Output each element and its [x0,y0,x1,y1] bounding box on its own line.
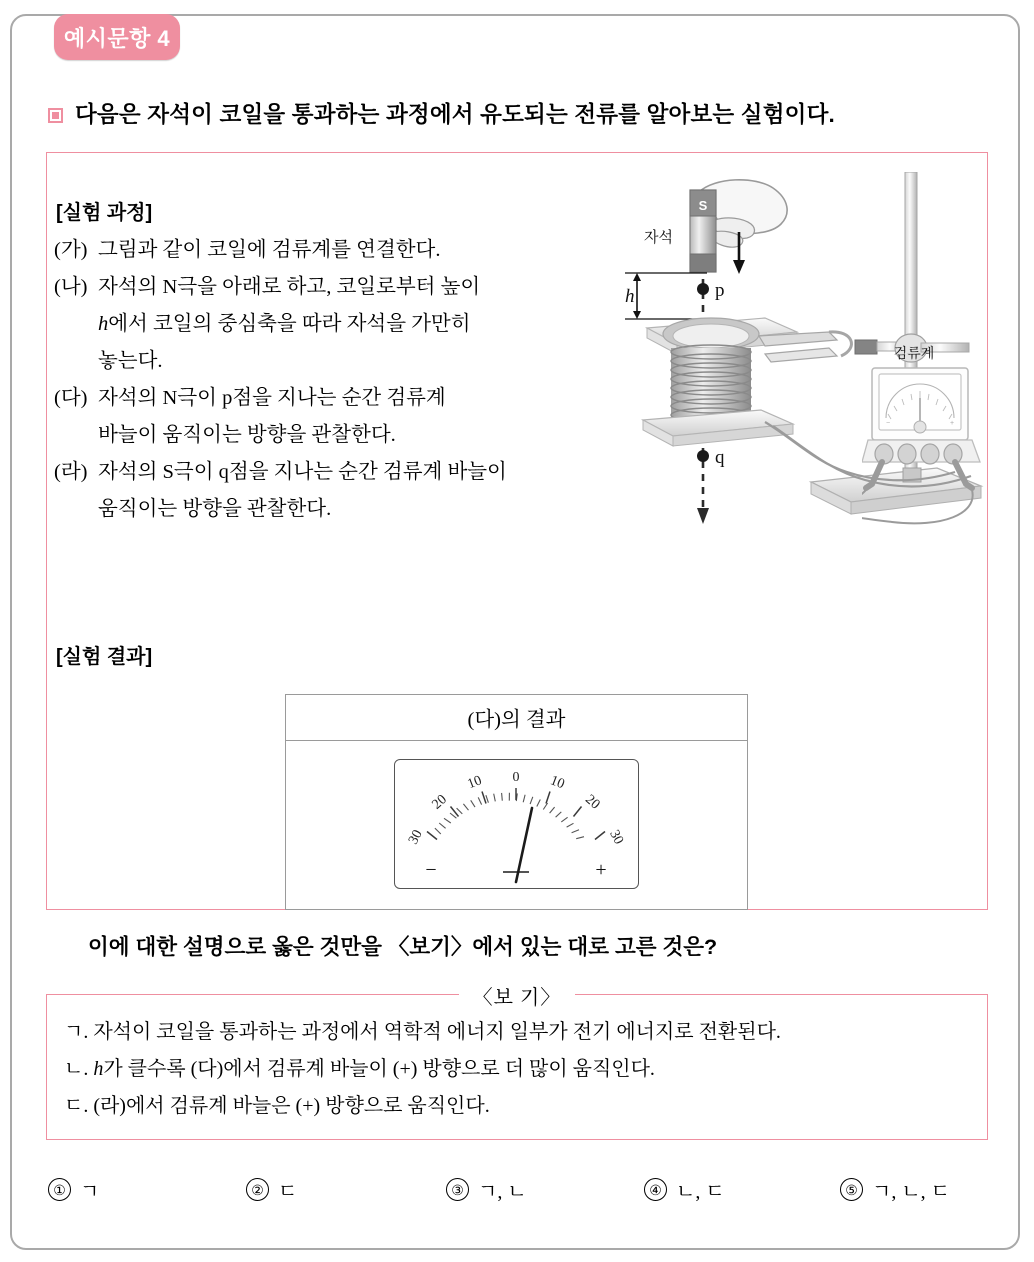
step-label: (다) [54,387,88,409]
step-text-line1: 자석의 N극을 아래로 하고, 코일로부터 높이 [98,276,481,298]
meter-minus-sign: − [425,859,437,881]
question-badge-label: 예시문항 4 [63,25,171,51]
bogi-item [64,1014,974,1051]
meter-tick-plus20: 20 [582,792,603,813]
magnet-label: 자석 [644,229,673,246]
step-text-line3: 놓는다. [98,350,163,372]
process-step [54,454,624,528]
height-symbol: h [98,313,109,335]
choice-label: ㄱ, ㄴ [478,1181,527,1203]
bogi-item-text: 자석이 코일을 통과하는 과정에서 역학적 에너지 일부가 전기 에너지로 전환된다. [93,1021,781,1043]
filled-square-icon [48,108,63,123]
result-heading: [실험 결과] [56,646,153,668]
step-text [98,380,624,454]
answer-choice-4[interactable] [644,1175,840,1204]
step-label: (가) [54,239,88,261]
point-q-label: q [715,447,725,468]
height-label-h: h [625,286,635,307]
step-text-line2: 움직이는 방향을 관찰한다. [98,498,332,520]
step-text [98,454,624,528]
prompt-text: 다음은 자석이 코일을 통과하는 과정에서 유도되는 전류를 알아보는 실험이다. [75,102,835,127]
choice-label: ㄷ [278,1181,298,1203]
galvanometer-instrument [862,342,990,532]
step-label: (라) [54,461,88,483]
answer-choice-3[interactable] [446,1175,644,1204]
choice-number: ① [48,1178,71,1201]
meter-needle [516,808,532,882]
step-text-line1: 자석의 N극이 p점을 지나는 순간 검류계 [98,387,446,409]
choice-number: ② [246,1178,269,1201]
process-step [54,269,624,380]
meter-tick-minus20: 20 [429,792,450,813]
result-table-body [286,741,747,909]
result-table [285,694,748,910]
choice-label: ㄱ, ㄴ, ㄷ [872,1181,950,1203]
process-step-list [54,232,624,528]
svg-text:S: S [698,198,708,213]
galvanometer-label: 검류계 [893,345,935,361]
bogi-item-mark: ㄱ. [64,1021,89,1043]
answer-choices [48,1175,988,1204]
meter-tick-plus10: 10 [548,773,567,793]
bogi-item [64,1051,974,1088]
bogi-item [64,1088,974,1125]
bogi-item-symbol: h [93,1058,104,1080]
answer-choice-5[interactable] [840,1175,950,1204]
meter-tick-plus30: 30 [606,827,626,848]
choice-label: ㄱ [80,1181,100,1203]
galvanometer-readout [394,759,639,889]
choice-number: ④ [644,1178,667,1201]
bogi-item-text: (라)에서 검류계 바늘은 (+) 방향으로 움직인다. [93,1095,490,1117]
step-text: 그림과 같이 코일에 검류계를 연결한다. [98,239,441,261]
bar-magnet [690,190,716,272]
question-badge [54,14,180,60]
bogi-title: 〈보 기〉 [459,981,576,1010]
answer-choice-2[interactable] [246,1175,446,1204]
answer-choice-1[interactable] [48,1175,246,1204]
process-step [54,232,624,269]
step-label: (나) [54,276,88,298]
choice-label: ㄴ, ㄷ [676,1181,725,1203]
prompt [48,101,835,129]
choice-number: ⑤ [840,1178,863,1201]
step-text [98,269,624,380]
svg-text:+: + [950,420,955,427]
question-line: 이에 대한 설명으로 옳은 것만을 〈보기〉에서 있는 대로 고른 것은? [88,935,718,959]
meter-tick-minus30: 30 [406,827,426,848]
process-heading: [실험 과정] [56,202,153,224]
process-step [54,380,624,454]
bogi-item-text: 가 클수록 (다)에서 검류계 바늘이 (+) 방향으로 더 많이 움직인다. [103,1058,655,1080]
step-text-line1: 자석의 S극이 q점을 지나는 순간 검류계 바늘이 [98,461,507,483]
meter-plus-sign: + [595,859,607,881]
choice-number: ③ [446,1178,469,1201]
bogi-item-mark: ㄴ. [64,1058,89,1080]
point-p-label: p [715,280,725,301]
bogi-item-list [64,1014,974,1125]
bogi-item-mark: ㄷ. [64,1095,89,1117]
result-table-header: (다)의 결과 [286,695,747,741]
step-text-line2: 에서 코일의 중심축을 따라 자석을 가만히 [108,313,471,335]
step-text-line2: 바늘이 움직이는 방향을 관찰한다. [98,424,396,446]
meter-tick-zero: 0 [512,770,520,785]
meter-tick-minus10: 10 [465,773,484,793]
svg-text:−: − [886,420,891,427]
